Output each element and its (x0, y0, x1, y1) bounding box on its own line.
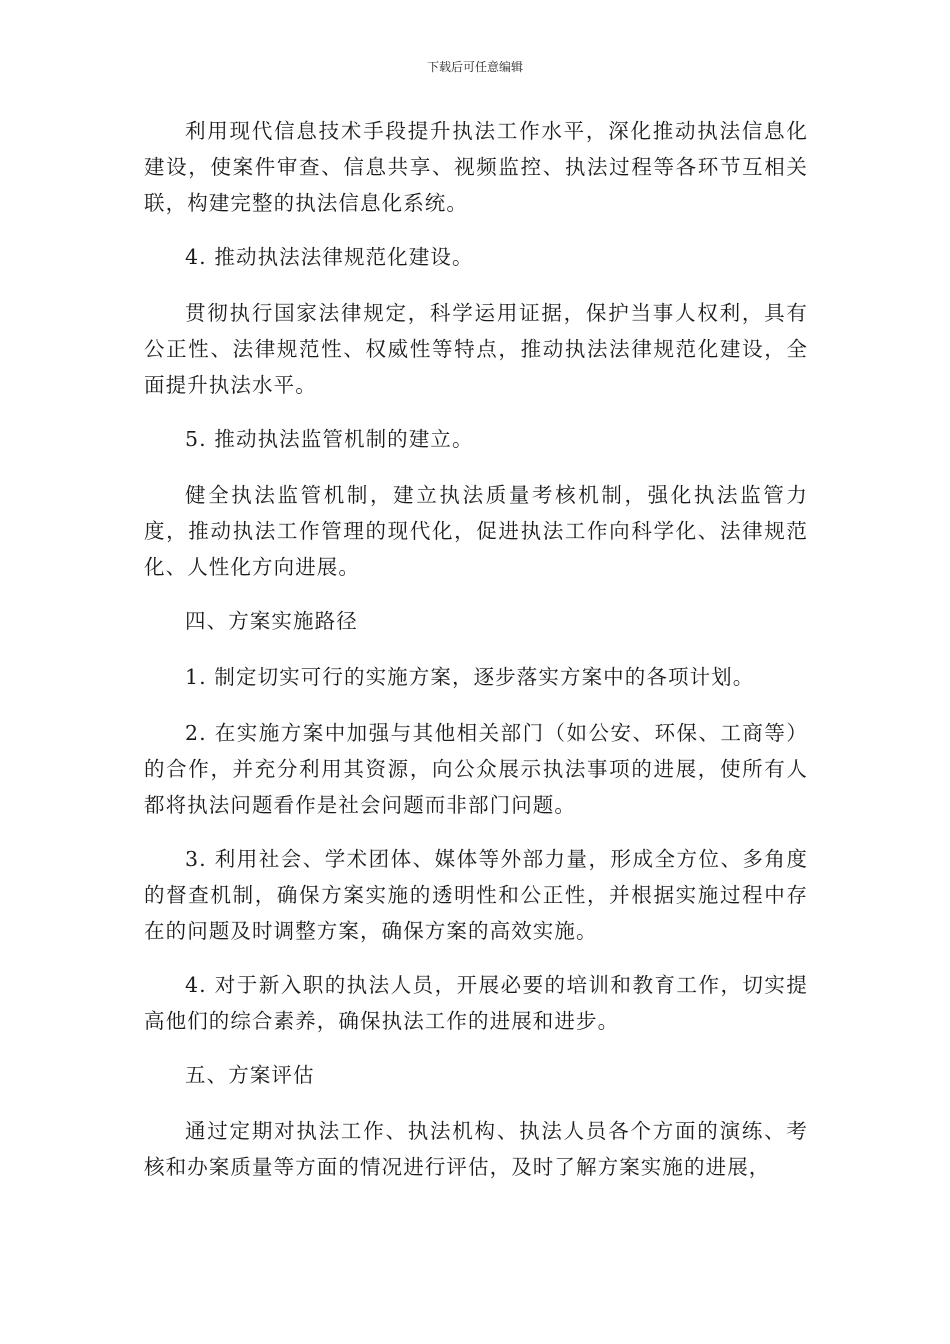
section-5-evaluation: 五、方案评估 (185, 1063, 315, 1087)
paragraph-supervision-mechanism: 健全执法监管机制，建立执法质量考核机制，强化执法监管力度，推动执法工作管理的现代化，促进执法工作向科学化、法律规范化、人性化方向进展。 (144, 483, 808, 579)
path-item-4: 4. 对于新入职的执法人员，开展必要的培训和教育工作，切实提高他们的综合素养，确保执法工作的进展和进步。 (144, 973, 808, 1033)
page-header-note: 下载后可任意编辑 (426, 60, 523, 74)
item-5-supervision-mechanism: 5. 推动执法监管机制的建立。 (185, 427, 474, 451)
paragraph-evaluation: 通过定期对执法工作、执法机构、执法人员各个方面的演练、考核和办案质量等方面的情况进行评估，及时了解方案实施的进展， (144, 1119, 808, 1179)
paragraph-legal-standardization: 贯彻执行国家法律规定，科学运用证据，保护当事人权利，具有公正性、法律规范性、权威性等特点，推动执法法律规范化建设，全面提升执法水平。 (144, 301, 808, 397)
path-item-2: 2. 在实施方案中加强与其他相关部门（如公安、环保、工商等）的合作，并充分利用其资源，向公众展示执法事项的进展，使所有人都将执法问题看作是社会问题而非部门问题。 (144, 721, 808, 817)
path-item-1: 1. 制定切实可行的实施方案，逐步落实方案中的各项计划。 (185, 665, 755, 689)
document-body (144, 113, 808, 1203)
section-4-implementation-path: 四、方案实施路径 (185, 609, 358, 633)
item-4-legal-standardization: 4. 推动执法法律规范化建设。 (185, 245, 474, 269)
path-item-3: 3. 利用社会、学术团体、媒体等外部力量，形成全方位、多角度的督查机制，确保方案实施的透明性和公正性，并根据实施过程中存在的问题及时调整方案，确保方案的高效实施。 (144, 847, 808, 943)
paragraph-info-system: 利用现代信息技术手段提升执法工作水平，深化推动执法信息化建设，使案件审查、信息共享、视频监控、执法过程等各环节互相关联，构建完整的执法信息化系统。 (144, 119, 808, 215)
